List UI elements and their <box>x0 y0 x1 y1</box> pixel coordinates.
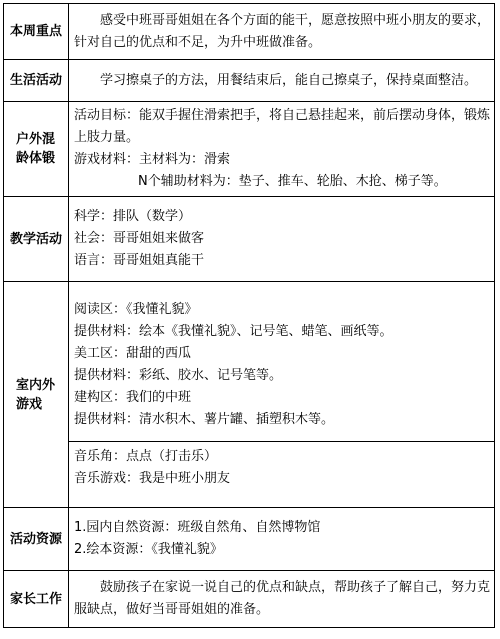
table-row <box>4 282 495 508</box>
weekly-plan-table <box>3 3 495 628</box>
row-label-parents: 家长工作 <box>4 571 69 628</box>
text-line: 1.园内自然资源：班级自然角、自然博物馆 <box>74 520 321 535</box>
paragraph: 感受中班哥哥姐姐在各个方面的能干，愿意按照中班小朋友的要求，针对自己的优点和不足，为升中班做准备。 <box>74 12 491 50</box>
text-line: 社会：哥哥姐姐来做客 <box>74 231 205 246</box>
text-line: 活动目标：能双手握住滑索把手，将自己悬挂起来，前后摆动身体，锻炼上肢力量。 <box>74 108 491 145</box>
text-line: 提供材料：清水积木、薯片罐、插塑积木等。 <box>74 412 335 427</box>
table-row <box>4 508 495 571</box>
text-line: 语言：哥哥姐姐真能干 <box>74 253 205 268</box>
text-line: 建构区：我们的中班 <box>74 390 192 405</box>
text-line: 音乐角：点点（打击乐） <box>74 449 218 464</box>
text-line: 游戏材料：主材料为：滑索 <box>74 152 231 167</box>
row-label-weekly-focus: 本周重点 <box>4 4 69 60</box>
row-label-resources: 活动资源 <box>4 508 69 571</box>
table-row <box>4 102 495 197</box>
text-line: 提供材料：彩纸、胶水、记号笔等。 <box>74 368 283 383</box>
paragraph: 鼓励孩子在家说一说自己的优点和缺点，帮助孩子了解自己，努力克服缺点，做好当哥哥姐姐的准备。 <box>74 580 491 617</box>
row-content <box>69 571 495 628</box>
table-row <box>4 571 495 628</box>
row-content <box>69 282 495 508</box>
row-label-games: 室内外游戏 <box>4 282 69 508</box>
row-label-outdoor-exercise: 户外混龄体锻 <box>4 102 69 197</box>
text-line: N个辅助材料为：垫子、推车、轮胎、木抢、梯子等。 <box>138 174 447 189</box>
table-row <box>4 197 495 282</box>
table-row <box>4 4 495 60</box>
row-label-teaching: 教学活动 <box>4 197 69 282</box>
text-line: 美工区：甜甜的西瓜 <box>74 346 192 361</box>
row-label-daily-life: 生活活动 <box>4 60 69 102</box>
row-content <box>69 60 495 102</box>
paragraph: 学习擦桌子的方法，用餐结束后，能自己擦桌子，保持桌面整洁。 <box>100 72 478 88</box>
row-content <box>69 102 495 197</box>
text-line: 科学：排队（数学） <box>74 209 192 224</box>
text-line: 2.绘本资源：《我懂礼貌》 <box>74 542 223 557</box>
row-content <box>69 508 495 571</box>
row-content <box>69 4 495 60</box>
music-section <box>69 441 494 490</box>
text-line: 提供材料：绘本《我懂礼貌》、记号笔、蜡笔、画纸等。 <box>74 324 393 339</box>
text-line: 音乐游戏：我是中班小朋友 <box>74 471 231 486</box>
text-line: 阅读区：《我懂礼貌》 <box>74 302 198 317</box>
table-row <box>4 60 495 102</box>
row-content <box>69 197 495 282</box>
